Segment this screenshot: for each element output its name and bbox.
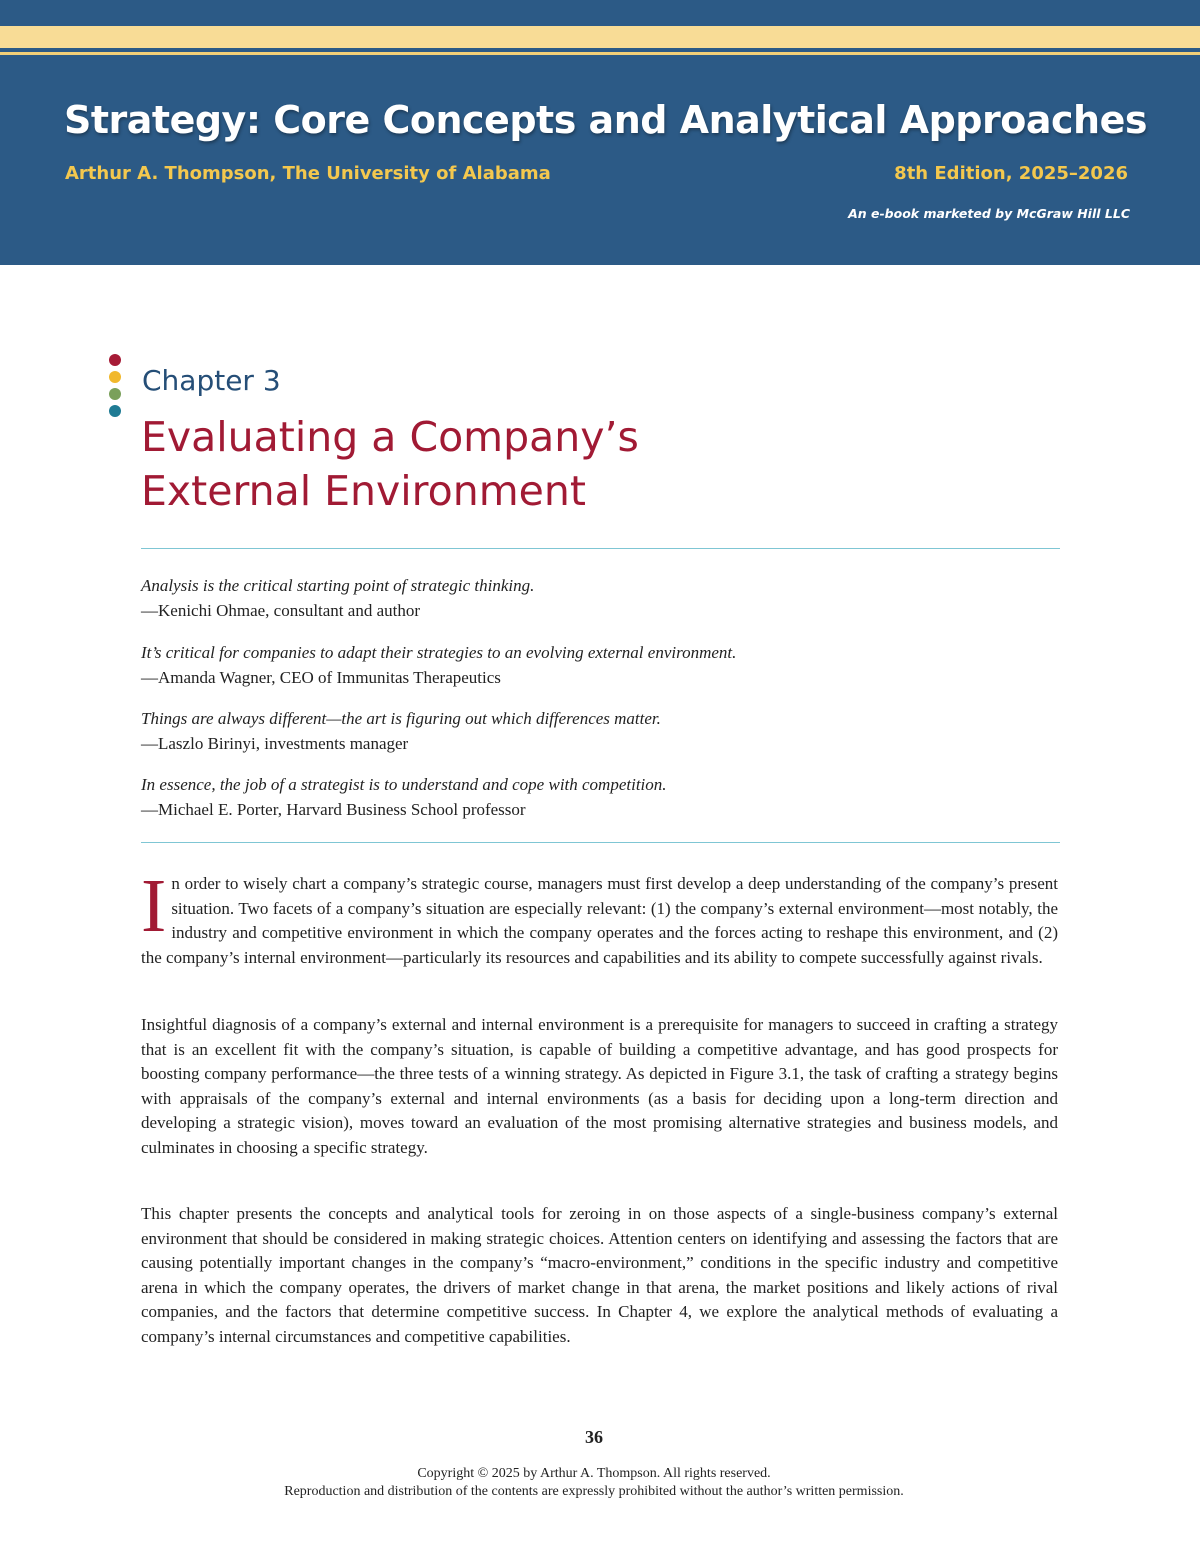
- quote-attribution: —Amanda Wagner, CEO of Immunitas Therapeutics: [141, 668, 501, 687]
- book-header: [0, 0, 1200, 265]
- epigraph-quote: [141, 706, 1060, 756]
- chapter-title-line1: Evaluating a Company’s: [141, 413, 639, 461]
- header-stripe-line: [0, 52, 1200, 55]
- chapter-title: [141, 410, 1041, 518]
- rights-line: Reproduction and distribution of the contents are expressly prohibited without the author’s written permission.: [284, 1484, 904, 1499]
- yellow-dot-icon: [109, 371, 121, 383]
- quote-text: Analysis is the critical starting point of strategic thinking.: [141, 576, 535, 595]
- epigraph-quote: [141, 772, 1060, 822]
- red-dot-icon: [109, 354, 121, 366]
- divider-top: [141, 548, 1060, 549]
- epigraph-quote: [141, 573, 1060, 623]
- quote-text: Things are always different—the art is figuring out which differences matter.: [141, 709, 661, 728]
- copyright-line: Copyright © 2025 by Arthur A. Thompson. All rights reserved.: [417, 1466, 771, 1481]
- teal-dot-icon: [109, 405, 121, 417]
- book-marketer: An e-book marketed by McGraw Hill LLC: [848, 206, 1130, 221]
- page-number: 36: [585, 1427, 603, 1447]
- quote-text: It’s critical for companies to adapt their strategies to an evolving external environment.: [141, 643, 737, 662]
- epigraph-quote: [141, 640, 1060, 690]
- body-paragraph-1: [141, 864, 1058, 970]
- green-dot-icon: [109, 388, 121, 400]
- quote-attribution: —Laszlo Birinyi, investments manager: [141, 734, 409, 753]
- chapter-title-line2: External Environment: [141, 467, 586, 515]
- book-author: Arthur A. Thompson, The University of Alabama: [65, 163, 551, 184]
- chapter-label: Chapter 3: [142, 364, 281, 397]
- divider-bottom: [141, 842, 1060, 843]
- body-paragraph-3: This chapter presents the concepts and analytical tools for zeroing in on those aspects of a single-business company’s external environment that should be considered in making strategic choices. Attention centers on identifying and assessing the factors that are causing potentially important changes in the company’s “macro-environment,” conditions in the specific industry and competitive arena in which the company operates, the drivers of market change in that arena, the market positions and likely actions of rival companies, and the factors that determine competitive success. In Chapter 4, we explore the analytical methods of evaluating a company’s internal circumstances and competitive capabilities.: [141, 1204, 1058, 1346]
- quote-text: In essence, the job of a strategist is to understand and cope with competition.: [141, 775, 667, 794]
- body-paragraph-2: Insightful diagnosis of a company’s external and internal environment is a prerequisite for managers to succeed in crafting a strategy that is an excellent fit with the company’s situation, is capable of building a competitive advantage, and has good prospects for boosting company performance—the three tests of a winning strategy. As depicted in Figure 3.1, the task of crafting a strategy begins with appraisals of the company’s external and internal environments (as a basis for deciding upon a long-term direction and developing a strategic vision), moves toward an evaluation of the most promising alternative strategies and business models, and culminates in choosing a specific strategy.: [141, 1015, 1058, 1157]
- paragraph-text: n order to wisely chart a company’s strategic course, managers must first develop a deep understanding of the company’s present situation. Two facets of a company’s situation are especially relevant: (1) the company’s external environment—most notably, the industry and competitive environment in which the company operates and the forces acting to reshape this environment, and (2) the company’s internal environment—particularly its resources and capabilities and its ability to compete successfully against rivals.: [141, 874, 1058, 967]
- quote-attribution: —Kenichi Ohmae, consultant and author: [141, 601, 421, 620]
- copyright-notice: [0, 1465, 1188, 1501]
- book-title: Strategy: Core Concepts and Analytical Approaches: [64, 98, 1147, 142]
- book-edition: 8th Edition, 2025–2026: [894, 163, 1128, 184]
- drop-cap: I: [141, 864, 167, 948]
- header-stripe: [0, 26, 1200, 48]
- quote-attribution: —Michael E. Porter, Harvard Business School professor: [141, 800, 526, 819]
